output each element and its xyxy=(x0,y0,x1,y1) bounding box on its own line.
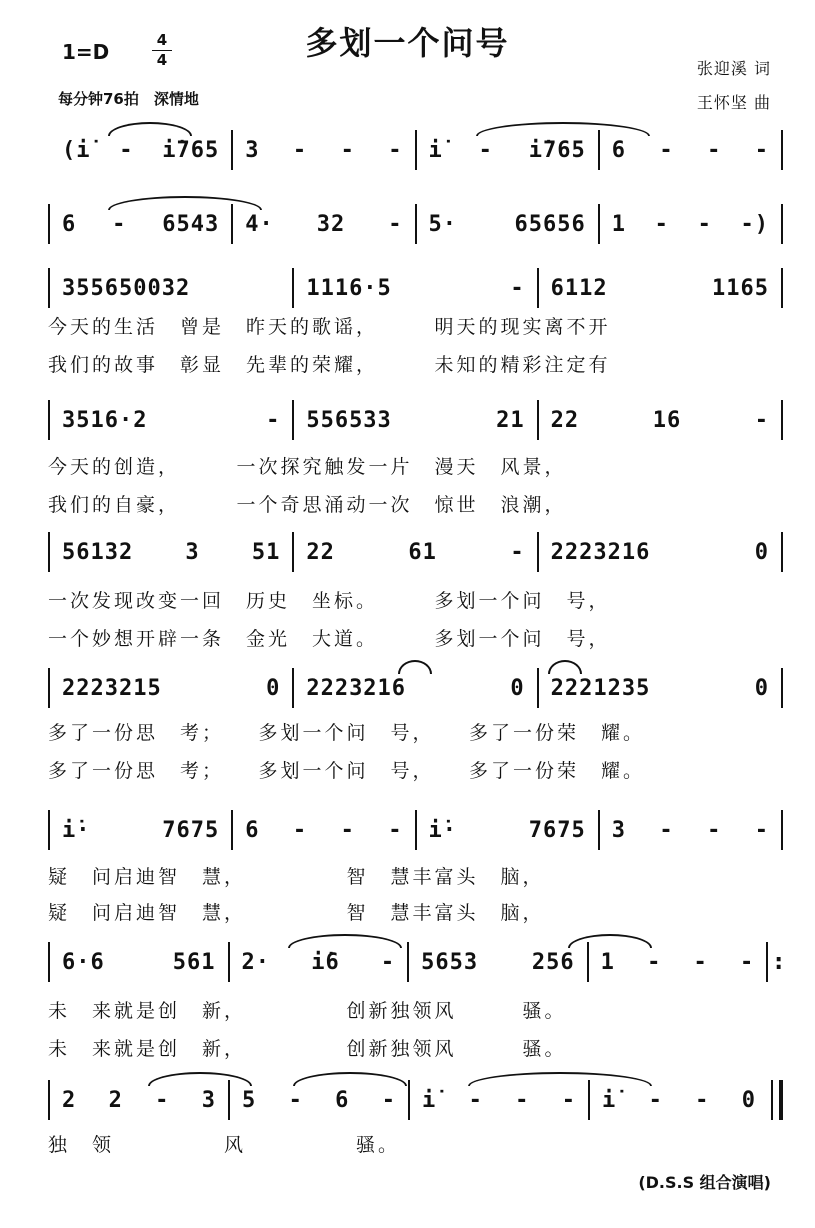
measure: 1116·5 - xyxy=(306,275,525,301)
barline xyxy=(781,130,783,170)
measure: 2223215 0 xyxy=(62,675,281,701)
lyricist-credit: 张迎溪 词 xyxy=(696,59,771,78)
lyric-line: 独 领 风 骚。 xyxy=(48,1134,401,1156)
barline xyxy=(781,268,783,308)
measure: 1 - - - xyxy=(600,949,755,975)
lyric-line: 一次发现改变一回 历史 坐标。 多划一个问 号， xyxy=(48,590,611,612)
measure: 556533 21 xyxy=(306,407,525,433)
measure: 5· 65656 xyxy=(428,211,586,237)
measure: 56132 3 51 xyxy=(62,539,281,565)
repeat-sign: : xyxy=(774,949,783,975)
lyric-line: 我们的故事 彰显 先辈的荣耀， 未知的精彩注定有 xyxy=(48,354,611,376)
slur xyxy=(293,1072,407,1086)
slur xyxy=(548,660,582,674)
score-row xyxy=(48,808,783,852)
measure: i̇· 7675 xyxy=(428,817,586,843)
score-row xyxy=(48,398,783,442)
score-row xyxy=(48,266,783,310)
lyric-line: 一个妙想开辟一条 金光 大道。 多划一个问 号， xyxy=(48,628,611,650)
barline xyxy=(781,400,783,440)
slur xyxy=(468,1072,652,1086)
measure: 2223216 0 xyxy=(550,539,769,565)
lyric-line: 多了一份思 考； 多划一个问 号， 多了一份荣 耀。 xyxy=(48,722,646,744)
lyric-line: 疑 问启迪智 慧， 智 慧丰富头 脑， xyxy=(48,902,545,924)
measure: 6 - - - xyxy=(245,817,403,843)
time-bottom: 4 xyxy=(156,51,168,69)
slur xyxy=(148,1072,252,1086)
lyric-line: 未 来就是创 新， 创新独领风 骚。 xyxy=(48,1000,567,1022)
measure: 6 - 6543 xyxy=(62,211,220,237)
measure: 3516·2 - xyxy=(62,407,281,433)
key-signature: 1=D xyxy=(62,40,110,64)
measure: 5 - 6 - xyxy=(242,1087,396,1113)
slur xyxy=(108,196,262,210)
lyric-line: 未 来就是创 新， 创新独领风 骚。 xyxy=(48,1038,567,1060)
time-signature xyxy=(150,32,174,69)
measure: 2221235 0 xyxy=(550,675,769,701)
measure: 6112 1165 xyxy=(550,275,769,301)
lyric-line: 疑 问启迪智 慧， 智 慧丰富头 脑， xyxy=(48,866,545,888)
barline xyxy=(781,810,783,850)
barline xyxy=(781,532,783,572)
lyric-line: 我们的自豪， 一个奇思涌动一次 惊世 浪潮， xyxy=(48,494,567,516)
barline xyxy=(781,204,783,244)
lyric-line: 多了一份思 考； 多划一个问 号， 多了一份荣 耀。 xyxy=(48,760,646,782)
lyric-line: 今天的创造， 一次探究触发一片 漫天 风景， xyxy=(48,456,567,478)
slur xyxy=(398,660,432,674)
slur xyxy=(108,122,192,136)
measure: 6 - - - xyxy=(611,137,769,163)
slur xyxy=(288,934,402,948)
measure: 22 61 - xyxy=(306,539,525,565)
score-row xyxy=(48,530,783,574)
measure: 2· i̇6 - xyxy=(241,949,396,975)
barline xyxy=(771,1080,783,1120)
measure: 6·6 561 xyxy=(62,949,216,975)
performer-credit: (D.S.S 组合演唱) xyxy=(638,1173,771,1192)
measure: 2 2 - 3 xyxy=(62,1087,216,1113)
barline xyxy=(766,942,768,982)
measure: (i̇ - i̇765 xyxy=(62,137,220,163)
score-row xyxy=(48,940,783,984)
lyric-line: 今天的生活 曾是 昨天的歌谣， 明天的现实离不开 xyxy=(48,316,611,338)
measure: i̇· 7675 xyxy=(62,817,220,843)
composer-credit: 王怀坚 曲 xyxy=(696,93,771,112)
slur xyxy=(568,934,652,948)
song-title: 多划一个问号 xyxy=(305,24,510,62)
measure: 355650032 xyxy=(62,275,191,301)
measure: 22 16 - xyxy=(550,407,769,433)
measure: 2223216 0 xyxy=(306,675,525,701)
measure: i̇ - - - xyxy=(422,1087,576,1113)
barline xyxy=(781,668,783,708)
measure: 5653 256 xyxy=(421,949,575,975)
measure: 3 - - - xyxy=(611,817,769,843)
measure: i̇ - - 0 xyxy=(602,1087,756,1113)
measure: i̇ - i̇765 xyxy=(428,137,586,163)
measure: 4· 32 - xyxy=(245,211,403,237)
tempo-marking: 每分钟76拍 深情地 xyxy=(58,90,199,108)
slur xyxy=(476,122,650,136)
measure: 3 - - - xyxy=(245,137,403,163)
measure: 1 - - -) xyxy=(611,211,769,237)
time-top: 4 xyxy=(156,31,168,49)
